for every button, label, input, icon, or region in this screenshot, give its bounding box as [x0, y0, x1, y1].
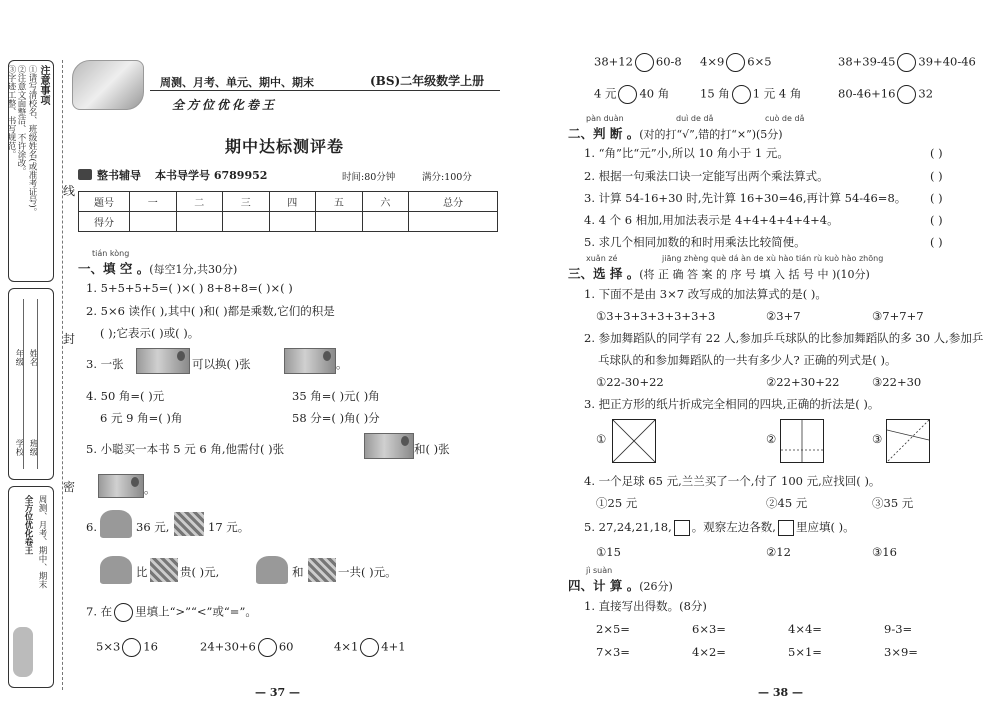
- book-number: 本书导学号 6789952: [155, 169, 268, 182]
- score-header: 四: [269, 192, 316, 212]
- choice-4: 4. 一个足球 65 元,兰兰买了一个,付了 100 元,应找回( )。: [584, 474, 881, 488]
- calc-item[interactable]: 6×3=: [692, 622, 726, 636]
- judge-2: 2. 根据一句乘法口诀一定能写出两个乘法算式。: [584, 169, 829, 183]
- score-header: 题号: [79, 192, 130, 212]
- q5-c: 。: [144, 482, 156, 496]
- choice-5-opt[interactable]: ③16: [872, 545, 897, 559]
- s2-pinyin: duì de dǎ: [676, 114, 714, 123]
- calc-item[interactable]: 9-3=: [884, 622, 913, 636]
- field-class: 班级: [28, 439, 38, 456]
- q4-c: 6 元 9 角=( )角: [100, 411, 183, 425]
- skirt-icon: [100, 556, 132, 584]
- section-2-title: 二、判 断 。(对的打“√”,错的打“×”)(5分): [568, 126, 783, 141]
- choice-5: 5. 27,24,21,18, 。观察左边各数, 里应填( )。: [584, 520, 855, 534]
- q3-c: 。: [336, 357, 348, 371]
- cut-mark-seal: 封: [63, 332, 76, 346]
- q6-b: 36 元,: [136, 520, 170, 534]
- compare-circle[interactable]: [122, 638, 141, 657]
- q3-b: 可以换( )张: [192, 357, 251, 371]
- choice-1: 1. 下面不是由 3×7 改写成的加法算式的是( )。: [584, 287, 827, 301]
- score-header: 一: [130, 192, 177, 212]
- q6-f: 和: [292, 565, 304, 579]
- blank-box[interactable]: [674, 520, 690, 536]
- s4-pinyin: jì suàn: [586, 566, 613, 575]
- calc-item[interactable]: 4×2=: [692, 645, 726, 659]
- answer-paren[interactable]: ( ): [930, 146, 943, 160]
- choice-4-opt[interactable]: ①25 元: [596, 496, 638, 510]
- guide-label: 整书辅导: [97, 169, 141, 182]
- page-number-left: — 37 —: [255, 686, 300, 699]
- compare-r6: 80-46+16 32: [838, 85, 933, 104]
- skirt-icon: [100, 510, 132, 538]
- choice-1-opt[interactable]: ①3+3+3+3+3+3+3: [596, 309, 716, 323]
- compare-circle[interactable]: [618, 85, 637, 104]
- q6-d: 比: [136, 565, 148, 579]
- score-cell[interactable]: [362, 212, 409, 232]
- fold-label: ②: [766, 432, 777, 446]
- fold-diagram: [613, 420, 655, 462]
- choice-1-opt[interactable]: ③7+7+7: [872, 309, 924, 323]
- answer-paren[interactable]: ( ): [930, 191, 943, 205]
- compare-circle[interactable]: [360, 638, 379, 657]
- note-1: ①请写清校名、班级姓名(或准考证号)。: [27, 65, 37, 217]
- section-1-title: 一、填 空 。(每空1分,共30分): [78, 261, 238, 276]
- compare-r3: 38+39-45 39+40-46: [838, 53, 976, 72]
- fold-diagram: [781, 420, 823, 462]
- compare-r2: 4×9 6×5: [700, 53, 772, 72]
- answer-paren[interactable]: ( ): [930, 213, 943, 227]
- judge-1: 1. “角”比“元”小,所以 10 角小于 1 元。: [584, 146, 789, 160]
- s3-pinyin: jiāng zhèng què dá àn de xù hào tián rù kuò hào zhōng: [662, 254, 884, 263]
- compare-1: 5×3 16: [96, 638, 158, 657]
- page-title: 期中达标测评卷: [225, 137, 345, 156]
- banknote-50-icon: [136, 348, 190, 374]
- scarf-icon: [150, 558, 178, 582]
- choice-2-line2: 乓球队的和参加舞蹈队的一共有多少人? 正确的列式是( )。: [598, 353, 897, 367]
- compare-r5: 15 角 1 元 4 角: [700, 85, 801, 104]
- compare-circle[interactable]: [635, 53, 654, 72]
- notes-title: 注意事项: [38, 65, 49, 105]
- q7: 7. 在 里填上“>”“<”或“=”。: [86, 603, 257, 622]
- choice-3: 3. 把正方形的纸片折成完全相同的四块,正确的折法是( )。: [584, 397, 880, 411]
- logo-icon: [72, 60, 144, 110]
- choice-4-opt[interactable]: ③35 元: [872, 496, 914, 510]
- q4-d: 58 分=( )角( )分: [292, 411, 380, 425]
- side-logo-icon: [13, 627, 33, 677]
- side-brand: 全方位优化卷王: [23, 495, 33, 555]
- q4-b: 35 角=( )元( )角: [292, 389, 380, 403]
- note-3: ③字迹工整、书写规范。: [6, 65, 16, 159]
- judge-5: 5. 求几个相同加数的和时用乘法比较简便。: [584, 235, 806, 249]
- side-brand-small: 周测、月考、期中、期末: [37, 495, 47, 589]
- fold-diagram: [887, 420, 929, 462]
- q6-e: 贵( )元,: [180, 565, 220, 579]
- score-header: 二: [176, 192, 223, 212]
- fold-label: ③: [872, 432, 883, 446]
- choice-1-opt[interactable]: ②3+7: [766, 309, 801, 323]
- score-cell[interactable]: [223, 212, 270, 232]
- fold-option-diagonals[interactable]: [612, 419, 656, 463]
- compare-3: 4×1 4+1: [334, 638, 406, 657]
- q2-line1: 2. 5×6 读作( ),其中( )和( )都是乘数,它们的积是: [86, 304, 335, 318]
- note-2: ②注意文面整洁、不许涂改。: [16, 65, 26, 176]
- exam-score: 满分:100分: [422, 172, 472, 183]
- q5-a: 5. 小聪买一本书 5 元 6 角,他需付( )张: [86, 442, 285, 456]
- s3-pinyin: xuǎn zé: [586, 254, 618, 263]
- notes-box: [8, 60, 54, 282]
- compare-circle[interactable]: [897, 85, 916, 104]
- q4-a: 4. 50 角=( )元: [86, 389, 165, 403]
- s2-pinyin: cuò de dǎ: [765, 114, 805, 123]
- score-cell[interactable]: [409, 212, 498, 232]
- score-header: 总分: [409, 192, 498, 212]
- calc-intro: 1. 直接写出得数。(8分): [584, 599, 707, 613]
- section-3-title: 三、选 择 。(将 正 确 答 案 的 序 号 填 入 括 号 中 )(10分): [568, 266, 870, 281]
- compare-r1: 38+12 60-8: [594, 53, 682, 72]
- choice-5-opt[interactable]: ①15: [596, 545, 621, 559]
- score-cell[interactable]: [316, 212, 363, 232]
- score-header: 五: [316, 192, 363, 212]
- page-number-right: — 38 —: [758, 686, 803, 699]
- compare-circle[interactable]: [726, 53, 745, 72]
- field-grade: 年级: [14, 349, 24, 366]
- choice-2-opt[interactable]: ②22+30+22: [766, 375, 840, 389]
- q6-g: 一共( )元。: [338, 565, 397, 579]
- compare-2: 24+30+6 60: [200, 638, 294, 657]
- calc-item[interactable]: 3×9=: [884, 645, 918, 659]
- q6-a: 6.: [86, 520, 97, 534]
- answer-paren[interactable]: ( ): [930, 169, 943, 183]
- fold-option-slant[interactable]: [886, 419, 930, 463]
- q1: 1. 5+5+5+5=( )×( ) 8+8+8=( )×( ): [86, 281, 293, 295]
- compare-circle[interactable]: [897, 53, 916, 72]
- student-info-box: [8, 288, 54, 480]
- choice-2-opt[interactable]: ①22-30+22: [596, 375, 664, 389]
- q3-a: 3. 一张: [86, 357, 124, 371]
- compare-circle[interactable]: [114, 603, 133, 622]
- header-tagline: 周测、月考、单元、期中、期末: [160, 76, 314, 89]
- choice-2-line1: 2. 参加舞蹈队的同学有 22 人,参加乒乓球队的比参加舞蹈队的多 30 人,参加乒: [584, 331, 984, 345]
- exam-time: 时间:80分钟: [342, 172, 396, 183]
- cut-line: [62, 60, 63, 690]
- score-cell[interactable]: [130, 212, 177, 232]
- score-cell[interactable]: [269, 212, 316, 232]
- score-header: 六: [362, 192, 409, 212]
- skirt-icon: [256, 556, 288, 584]
- s1-pinyin: tián kòng: [92, 249, 130, 258]
- q2-line2: ( );它表示( )或( )。: [100, 326, 200, 340]
- s2-pinyin: pàn duàn: [586, 114, 624, 123]
- brand-side-box: [8, 486, 54, 688]
- guide-icon: [78, 169, 92, 180]
- banknote-10-icon: [284, 348, 336, 374]
- scarf-icon: [308, 558, 336, 582]
- banknote-5-icon: [364, 433, 414, 459]
- score-header: 三: [223, 192, 270, 212]
- header-brand: 全方位优化卷王: [172, 98, 278, 112]
- calc-item[interactable]: 5×1=: [788, 645, 822, 659]
- blank-box: [778, 520, 794, 536]
- q5-b: 和( )张: [414, 442, 450, 456]
- score-row-label: 得分: [79, 212, 130, 232]
- compare-circle[interactable]: [732, 85, 751, 104]
- fold-option-cross[interactable]: [780, 419, 824, 463]
- fold-label: ①: [596, 432, 607, 446]
- compare-circle[interactable]: [258, 638, 277, 657]
- judge-3: 3. 计算 54-16+30 时,先计算 16+30=46,再计算 54-46=8。: [584, 191, 907, 205]
- cut-mark-line: 线: [63, 184, 76, 198]
- header-book: (BS)二年级数学上册: [370, 74, 485, 88]
- choice-4-opt[interactable]: ②45 元: [766, 496, 808, 510]
- judge-4: 4. 4 个 6 相加,用加法表示是 4+4+4+4+4+4。: [584, 213, 839, 227]
- choice-2-opt[interactable]: ③22+30: [872, 375, 922, 389]
- q6-c: 17 元。: [208, 520, 250, 534]
- choice-5-opt[interactable]: ②12: [766, 545, 791, 559]
- answer-paren[interactable]: ( ): [930, 235, 943, 249]
- field-school: 学校: [14, 439, 24, 456]
- calc-item[interactable]: 4×4=: [788, 622, 822, 636]
- compare-r4: 4 元 40 角: [594, 85, 669, 104]
- section-4-title: 四、计 算 。(26分): [568, 578, 673, 593]
- score-cell[interactable]: [176, 212, 223, 232]
- field-name: 姓名: [28, 349, 38, 366]
- calc-item[interactable]: 2×5=: [596, 622, 630, 636]
- banknote-1-jiao-icon: [98, 474, 144, 498]
- cut-mark-dense: 密: [63, 480, 76, 494]
- score-table: [78, 191, 498, 232]
- calc-item[interactable]: 7×3=: [596, 645, 630, 659]
- scarf-icon: [174, 512, 204, 536]
